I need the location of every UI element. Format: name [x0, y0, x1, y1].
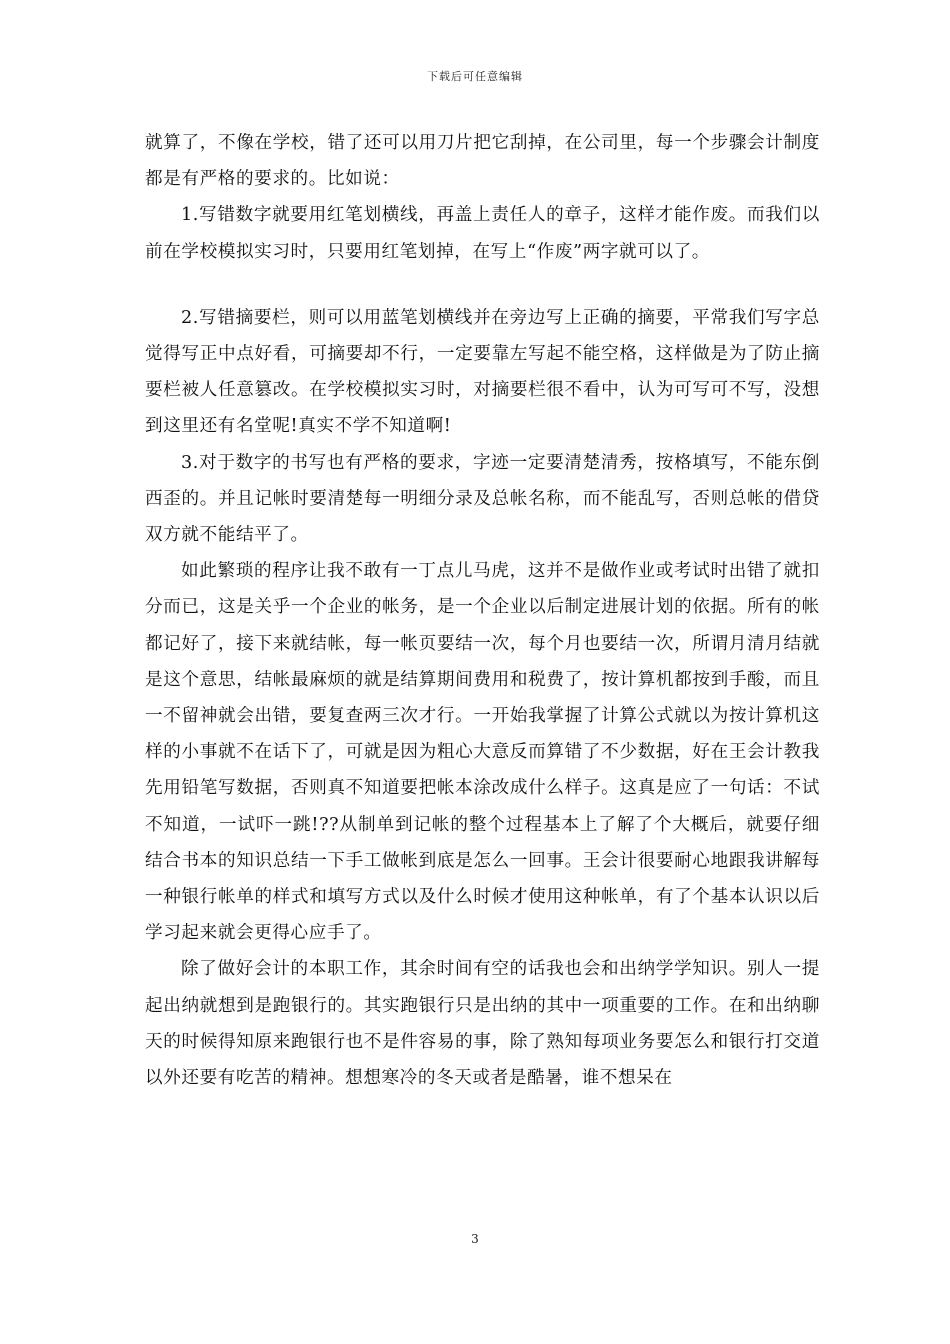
paragraph-item-3: 3.对于数字的书写也有严格的要求，字迹一定要清楚清秀，按格填写，不能东倒西歪的。并且记帐时要清楚每一明细分录及总帐名称，而不能乱写，否则总帐的借贷双方就不能结平了。 — [145, 452, 820, 546]
page-header: 下载后可任意编辑 — [427, 70, 523, 83]
paragraph-item-2: 2.写错摘要栏，则可以用蓝笔划横线并在旁边写上正确的摘要，平常我们写字总觉得写正中点好看，可摘要却不行，一定要靠左写起不能空格，这样做是为了防止摘要栏被人任意篡改。在学校模拟实习时，对摘要栏很不看中，认为可写可不写，没想到这里还有名堂呢!真实不学不知道啊! — [145, 307, 820, 437]
paragraph-item-1: 1.写错数字就要用红笔划横线，再盖上责任人的章子，这样才能作废。而我们以前在学校模拟实习时，只要用红笔划掉，在写上“作废”两字就可以了。 — [145, 205, 820, 262]
page-number: 3 — [471, 1232, 479, 1246]
paragraph-gap — [145, 270, 820, 300]
paragraph-procedure: 如此繁琐的程序让我不敢有一丁点儿马虎，这并不是做作业或考试时出错了就扣分而已，这是关乎一个企业的帐务，是一个企业以后制定进展计划的依据。所有的帐都记好了，接下来就结帐，每一帐页要结一次，每个月也要结一次，所谓月清月结就是这个意思，结帐最麻烦的就是结算期间费用和税费了，按计算机都按到手酸，而且一不留神就会出错，要复查两三次才行。一开始我掌握了计算公式就以为按计算机这样的小事就不在话下了，可就是因为粗心大意反而算错了不少数据，好在王会计教我先用铅笔写数据，否则真不知道要把帐本涂改成什么样子。这真是应了一句话：不试不知道，一试吓一跳!??从制单到记帐的整个过程基本上了解了个大概后，就要仔细结合书本的知识总结一下手工做帐到底是怎么一回事。王会计很要耐心地跟我讲解每一种银行帐单的样式和填写方式以及什么时候才使用这种帐单，有了个基本认识以后学习起来就会更得心应手了。 — [145, 561, 820, 944]
paragraph-continuation: 就算了，不像在学校，错了还可以用刀片把它刮掉，在公司里，每一个步骤会计制度都是有严格的要求的。比如说： — [145, 133, 820, 190]
document-body — [145, 125, 820, 1096]
paragraph-cashier: 除了做好会计的本职工作，其余时间有空的话我也会和出纳学学知识。别人一提起出纳就想到是跑银行的。其实跑银行只是出纳的其中一项重要的工作。在和出纳聊天的时候得知原来跑银行也不是件容易的事，除了熟知每项业务要怎么和银行打交道以外还要有吃苦的精神。想想寒冷的冬天或者是酷暑，谁不想呆在 — [145, 959, 820, 1089]
